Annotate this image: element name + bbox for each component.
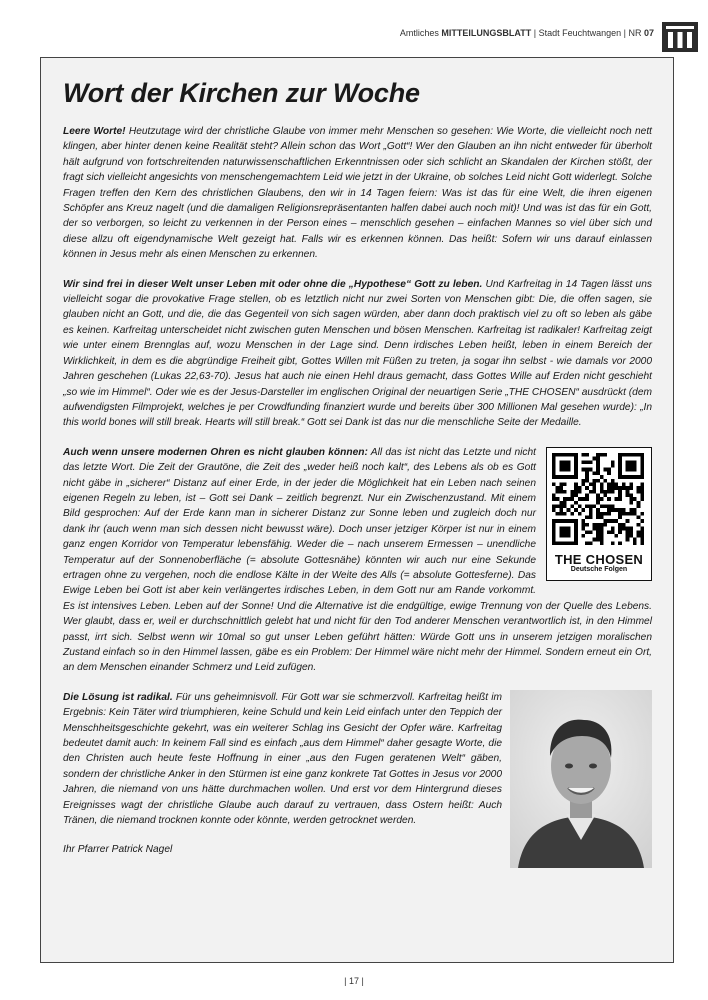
header-prefix: Amtliches — [399, 28, 442, 38]
paragraph-1-text: Heutzutage wird der christliche Glaube von immer mehr Menschen so gesehen: Wie Worte, die vielleicht noch nett klingen, aber hinter denen keine Realität steht? Allein schon das Wort „Gott“! Wer den Glauben an ihn nicht entweder für überholt hält aufgrund von fortschreitenden naturwissenschaftlichen Erkenntnissen oder sich schlicht an Skandalen der Kirchen stößt, der fragt sich vielleicht angesichts von menschengemachtem Leid wie jetzt in der Ukraine, ob solches Leid nicht Gott widerlegt. Solche Fragen treffen den Kern des christlichen Glaubens, den wir in 14 Tagen feiern: Was ist das für eine Welt, die ihren eigenen Schöpfer ans Kreuz nagelt (und die damaligen Religionsrepräsentanten halfen dabei auch noch mit)! Und was ist das für ein Gott, der so verborgen, so leicht zu verkennen in der Person eines – menschlich gesehen – einfachen Mannes so viel über sich und diese allzu oft eigendynamische Welt gezeigt hat. Falls wir es erkennen können. Das heißt: Sofern wir uns darauf einlassen können in Jesus mehr als einen Menschen zu erkennen. — [63, 126, 652, 261]
page-number: | 17 | — [344, 976, 364, 986]
qr-code-icon — [552, 453, 644, 545]
paragraph-1 — [63, 124, 652, 263]
paragraph-2 — [63, 277, 652, 431]
paragraph-3 — [63, 445, 652, 676]
paragraph-1-lead: Leere Worte! — [63, 126, 126, 137]
paragraph-2-lead: Wir sind frei in dieser Welt unser Leben mit oder ohne die „Hypothese“ Gott zu leben. — [63, 278, 483, 290]
paragraph-2-text: Und Karfreitag in 14 Tagen lässt uns vielleicht sogar die provokative Frage stellen, ob es letztlich nicht nur zwei Sorten von Menschen gibt: Die, die offen sagen, sie glauben nicht an Gott, und die, die das Gegenteil von sich sagen würden, aber dann doch praktisch viel zu oft so leben als gäbe es keinen. Karfreitag unterscheidet nicht zwischen guten Menschen und bösen Menschen. Karfreitag ist radikaler! Karfreitag zeigt wie unter einem Brennglas auf, wozu Menschen in der Lage sind. Denn irdisches Leben heißt, leben in einem Bereich der Wirklichkeit, in dem es die abgründige Freiheit gibt, Gottes Willen mit Füßen zu treten, ja sogar ihn selbst - wie damals vor 2000 Jahren geschehen (Lukas 22,63-70). Jesus hat auch nie einen Hehl draus gemacht, dass Gottes Wille auf Erden nicht geschieht „so wie im Himmel“. Oder wie es der Jesus-Darsteller im englischen Original der neuartigen Serie „THE CHOSEN“ ausdrückt (dem aufwendigsten Filmprojekt, welches je per Crowdfunding finanziert wurde und bereits über 300 Millionen Mal gesehen wurde): „In this world bones will still break. Hearts will still break.“ Gott sei Dank ist das nur die menschliche Seite der Medaille. — [63, 278, 652, 429]
paragraph-3-lead: Auch wenn unsere modernen Ohren es nicht glauben können: — [63, 446, 368, 458]
article-body — [63, 124, 652, 872]
header-issue-number: 07 — [643, 28, 654, 38]
paragraph-3-text: All das ist nicht das Letzte und nicht das letzte Wort. Die Zeit der Grautöne, die Zeit des „weder heiß noch kalt“, des Lebens als ob es Gott nicht gäbe in „sicherer“ Distanz auf einer Erde, in der jeder die Möglichkeit hat ein Leben nach seinen eigenen Regeln zu leben, ist – Gott sei Dank – zeitlich begrenzt. Nur ein Zwischenzustand. Mit einem Bild gesprochen: Auf der Erde kann man in sicherer Distanz zur Sonne leben und zugleich doch nur dank ihr (auch wenn man sich dessen nicht bewusst wäre). Doch unser jetziger Körper ist nur in einem ganz engen Korridor von Temperatur lebensfähig. Weder die – nach unserem Ermessen – unendliche Temperatur auf der Sonnenoberfläche (= absolute Gottesnähe) könnten wir auch nur eine Sekunde ertragen ohne zu vergehen, noch die endlose Kälte in der Weite des Alls (= absolute Gottesferne). Das Ewige Leben bei Gott ist aber kein verlängertes irdisches Leben, in dem Gott nur am Rande vorkommt. Es ist intensives Leben. Leben auf der Sonne! Und die Alternative ist die endgültige, ewige Trennung von der Quelle des Lebens. Wer glaubt, dass er, weil er durchschnittlich gelebt hat und nicht für den Tod anderer Menschen verantwortlich ist, in den Himmel passt, irrt sich. Selbst wenn wir 10mal so gut unser Leben geführt hätten: Würde Gott uns in unserem jetzigen moralischen Zustand einfach so in den Himmel lassen, gäbe es ein Problem: Der Himmel wäre nicht mehr der Himmel. Sondern erneut ein Ort, an dem Menschen einander Schmerz und Leid zufügen. — [63, 446, 652, 674]
qr-title: THE CHOSEN — [554, 552, 644, 568]
portrait-image — [510, 690, 652, 868]
article-box — [40, 57, 674, 963]
pastor-portrait-photo — [510, 690, 652, 868]
header-text — [400, 28, 654, 38]
paragraph-4-lead: Die Lösung ist radikal. — [63, 691, 173, 703]
header-rest: | Stadt Feuchtwangen | NR — [531, 28, 644, 38]
paragraph-4 — [63, 690, 652, 829]
signature: Ihr Pfarrer Patrick Nagel — [63, 844, 173, 856]
town-logo-icon — [662, 22, 698, 52]
header-publication: MITTEILUNGSBLATT — [441, 28, 532, 38]
article-title: Wort der Kirchen zur Woche — [63, 78, 420, 108]
page-header — [0, 22, 708, 52]
qr-code-box[interactable] — [546, 447, 652, 581]
paragraph-4-text: Für uns geheimnisvoll. Für Gott war sie schmerzvoll. Karfreitag heißt im Ergebnis: Kein Täter wird triumphieren, keine Schuld und kein Leid einfach unter den Teppich der Menschheitsgeschichte gekehrt, was ein weiterer Schlag ins Gesicht der Opfer wäre. Karfreitag bedeutet damit auch: In keinem Fall sind es einfach „aus dem Himmel“ daher gesagte Worte, die den Christen auch heute feste Hoffnung in einer „aus den Fugen geratenen Welt“ gäben, sondern der christliche Anker in den Stürmen ist eine ganz konkrete Tat Gottes in Jesus vor 2000 Jahren, die niemand von uns hätte durchmachen wollen. Und erst vor dem Hintergrund dieses Ereignisses wagt der christliche Glaube auch darauf zu vertrauen, dass Ostern heißt: Auch Tränen, die niemand trocknen konnte oder könnte, werden getrocknet werden. — [63, 691, 502, 827]
qr-subtitle: Deutsche Folgen — [570, 566, 628, 574]
